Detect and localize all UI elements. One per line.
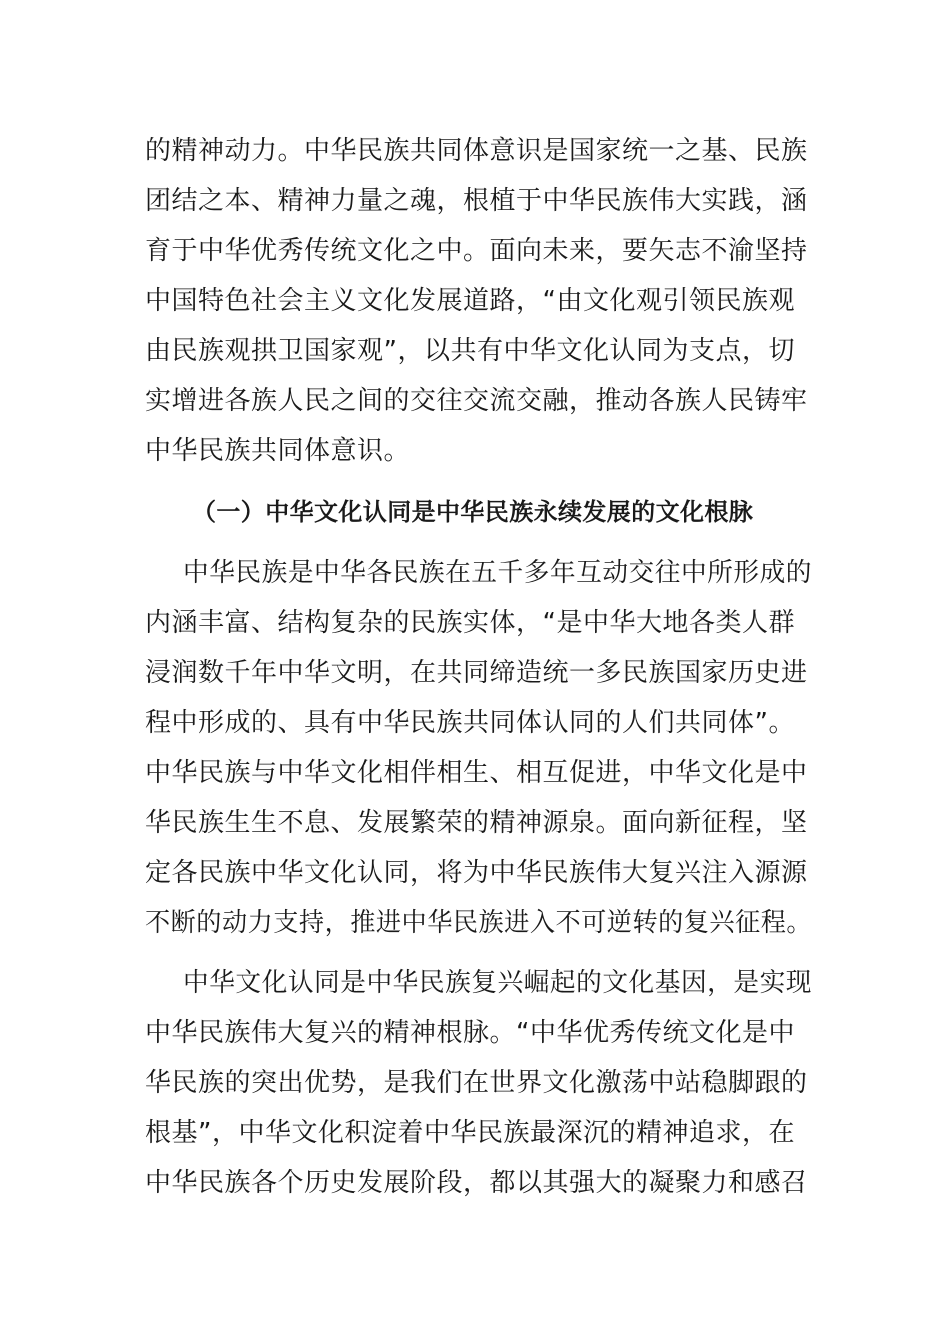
text-line: 程中形成的、具有中华民族共同体认同的人们共同体”。: [145, 708, 795, 738]
text-line: 不断的动力支持，推进中华民族进入不可逆转的复兴征程。: [145, 908, 813, 938]
text-line: 育于中华优秀传统文化之中。面向未来，要矢志不渝坚持: [145, 236, 808, 266]
text-line: 中华民族是中华各民族在五千多年互动交往中所形成的: [183, 558, 813, 588]
text-line: 中华民族各个历史发展阶段，都以其强大的凝聚力和感召: [145, 1168, 808, 1198]
text-line: 的精神动力。中华民族共同体意识是国家统一之基、民族: [145, 136, 808, 166]
text-line: 团结之本、精神力量之魂，根植于中华民族伟大实践，涵: [145, 186, 808, 216]
text-line: 实增进各族人民之间的交往交流交融，推动各族人民铸牢: [145, 386, 808, 416]
text-line: 华民族生生不息、发展繁荣的精神源泉。面向新征程，坚: [145, 808, 808, 838]
text-line: 定各民族中华文化认同，将为中华民族伟大复兴注入源源: [145, 858, 808, 888]
text-line: 内涵丰富、结构复杂的民族实体，“是中华大地各类人群: [145, 608, 795, 638]
text-line: 根基”，中华文化积淀着中华民族最深沉的精神追求，在: [145, 1118, 795, 1148]
text-line: 华民族的突出优势，是我们在世界文化激荡中站稳脚跟的: [145, 1068, 808, 1098]
text-line: 中国特色社会主义文化发展道路，“由文化观引领民族观: [145, 286, 795, 316]
text-line: 中华文化认同是中华民族复兴崛起的文化基因，是实现: [183, 968, 813, 998]
text-line: 中华民族共同体意识。: [145, 436, 411, 466]
text-line: 中华民族与中华文化相伴相生、相互促进，中华文化是中: [145, 758, 808, 788]
text-line: 由民族观拱卫国家观”，以共有中华文化认同为支点，切: [145, 336, 795, 366]
section-heading: （一）中华文化认同是中华民族永续发展的文化根脉: [192, 498, 754, 526]
text-line: 浸润数千年中华文明，在共同缔造统一多民族国家历史进: [145, 658, 808, 688]
text-line: 中华民族伟大复兴的精神根脉。“中华优秀传统文化是中: [145, 1018, 795, 1048]
